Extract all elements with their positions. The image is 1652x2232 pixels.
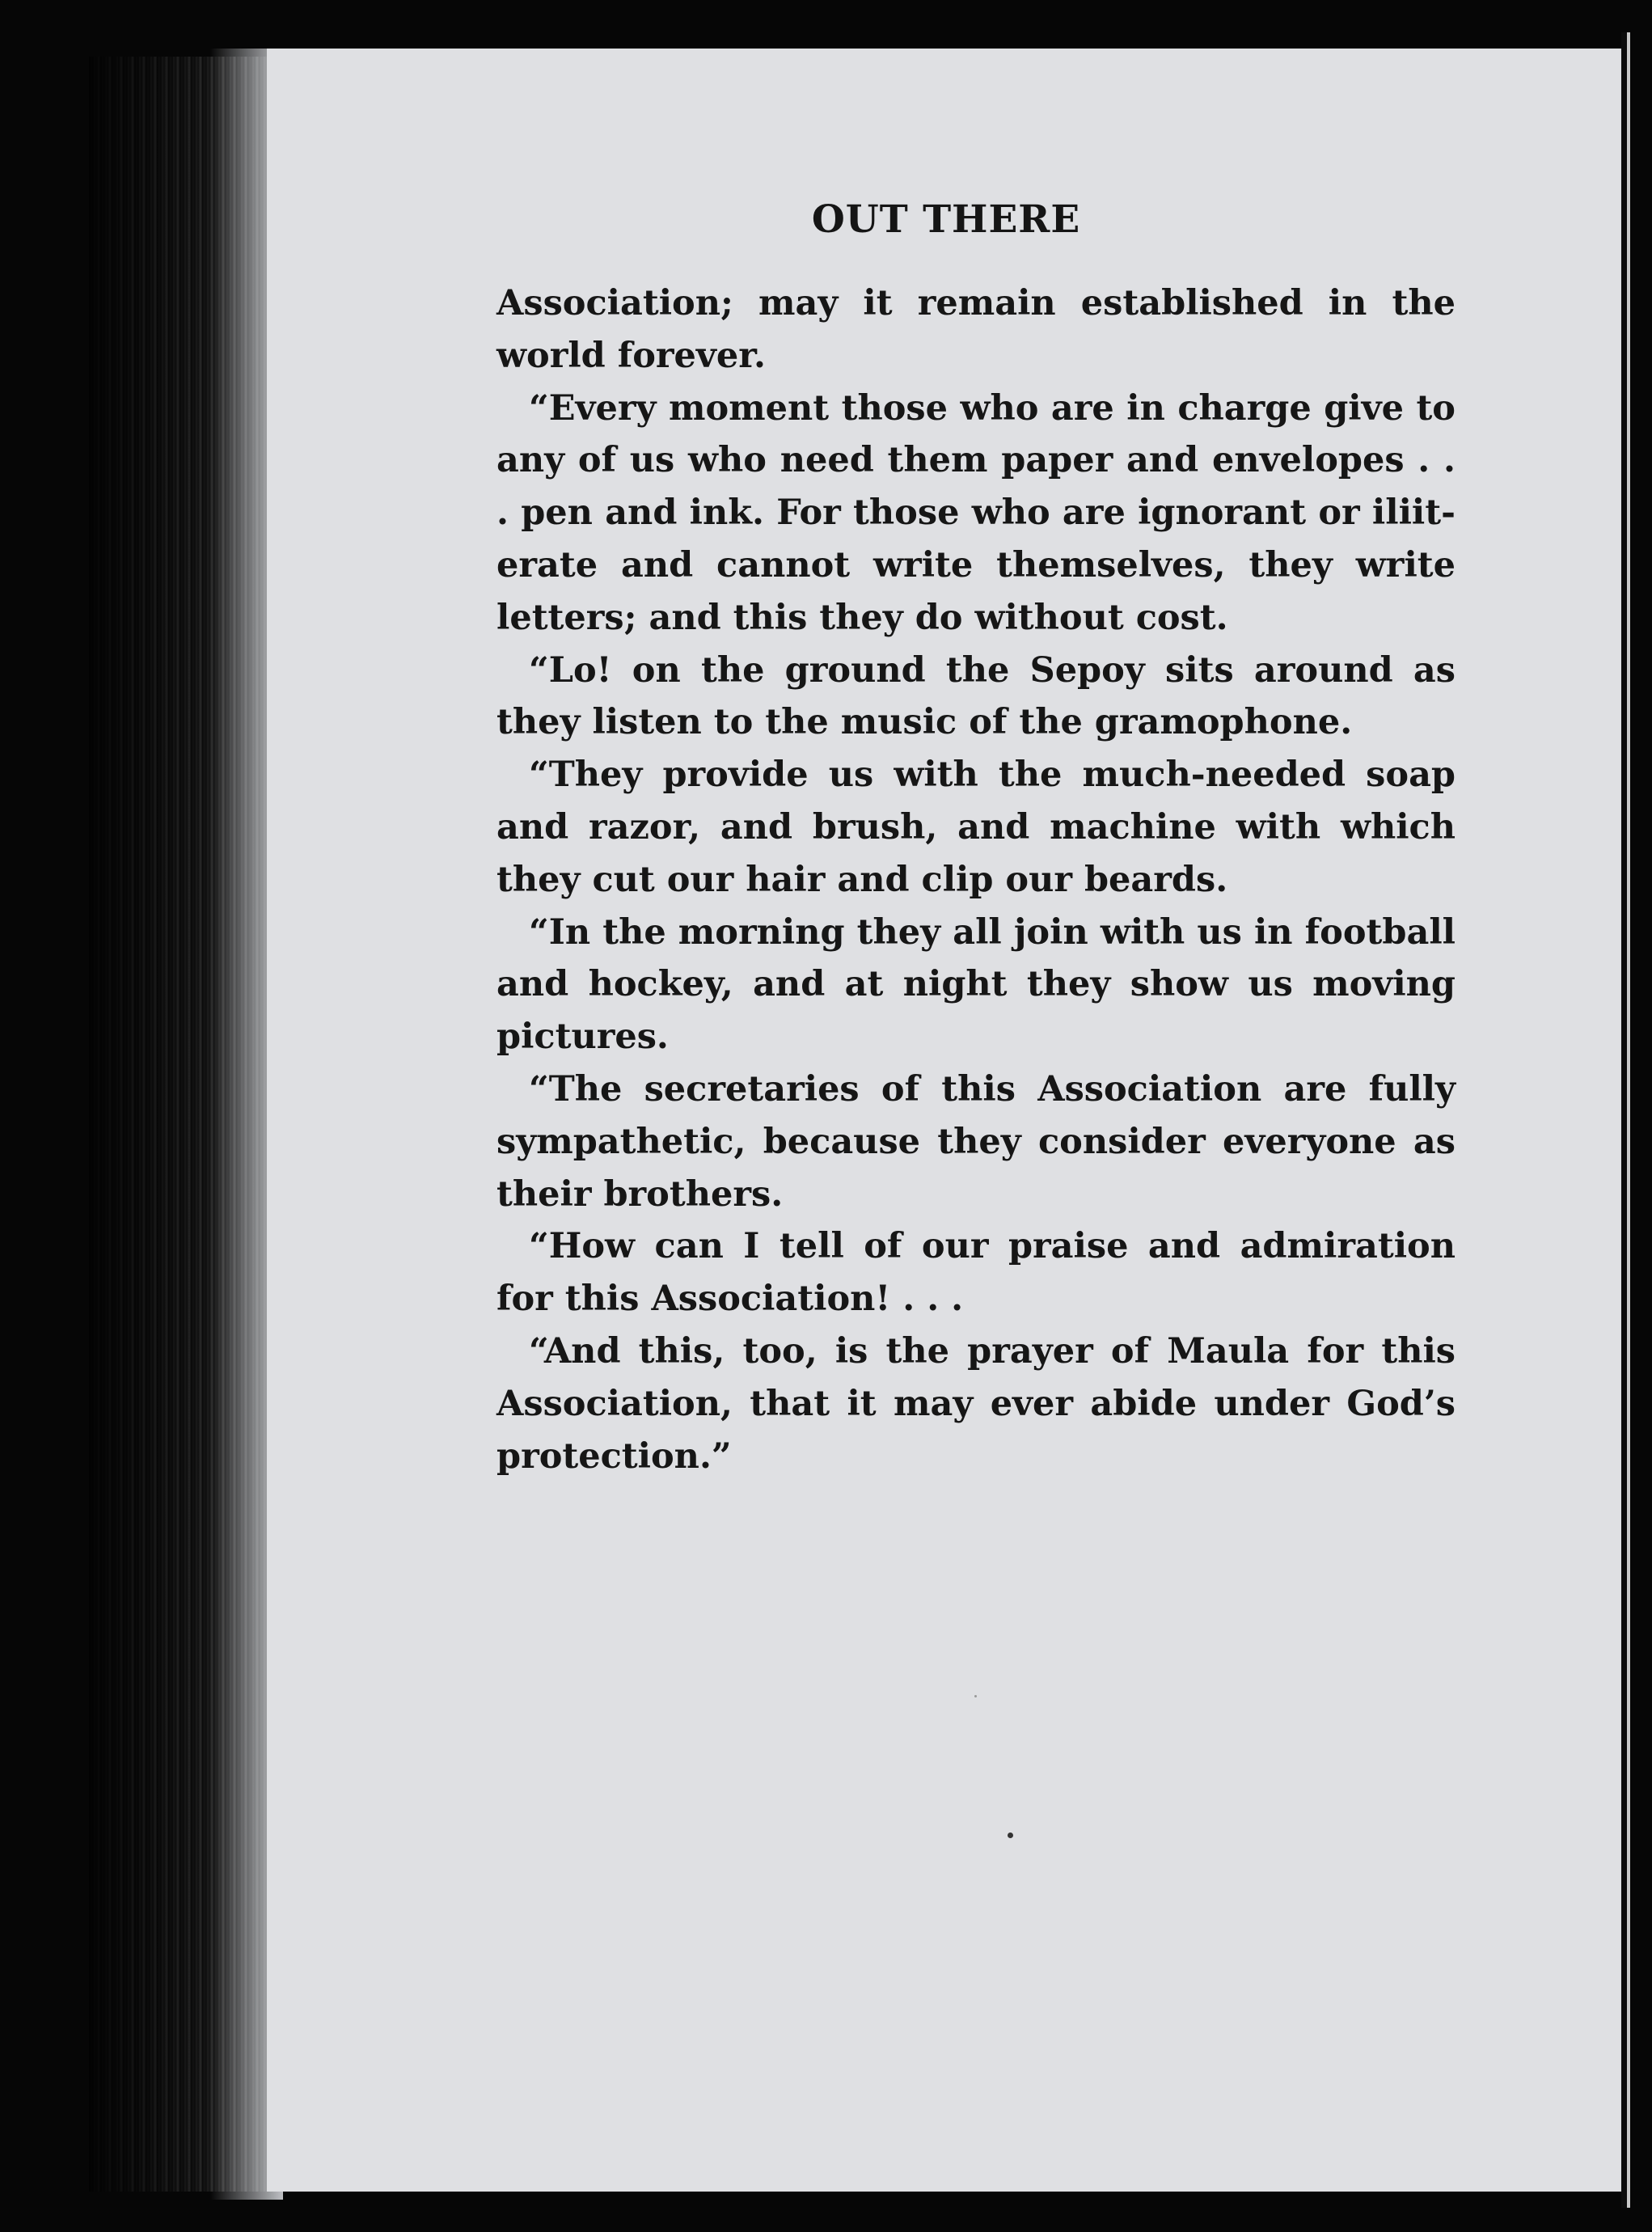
- paragraph: “And this, too, is the prayer of Maula for this Association, that it may ever abide under God’s protection.”: [496, 1330, 1456, 1477]
- paragraph: “How can I tell of our praise and admiration for this Association! . . .: [496, 1226, 1456, 1320]
- print-speck: [1008, 1833, 1013, 1838]
- paragraph: “They provide us with the much-needed soap and razor, and brush, and machine with which they cut our hair and clip our beards.: [496, 755, 1456, 900]
- paragraph: Association; may it remain established in the world forever.: [496, 283, 1456, 376]
- body-text: [496, 277, 1456, 1482]
- running-head: OUT THERE: [811, 197, 1081, 242]
- paragraph: “Every moment those who are in charge give to any of us who need them paper and envelopes . . . pen and ink. For those who are ignorant or iliiterate and cannot write themselves, they write letters; and this they do without cost.: [496, 387, 1456, 638]
- page-right-highlight: [1627, 32, 1630, 2208]
- print-speck: [974, 1695, 977, 1697]
- paragraph: “Lo! on the ground the Sepoy sits around as they listen to the music of the gramophone.: [496, 649, 1456, 743]
- paragraph: “In the morning they all join with us in football and hockey, and at night they show us moving pictures.: [496, 911, 1456, 1058]
- paragraph: “The secretaries of this Association are fully sympathetic, because they consider everyone as their brothers.: [496, 1068, 1456, 1215]
